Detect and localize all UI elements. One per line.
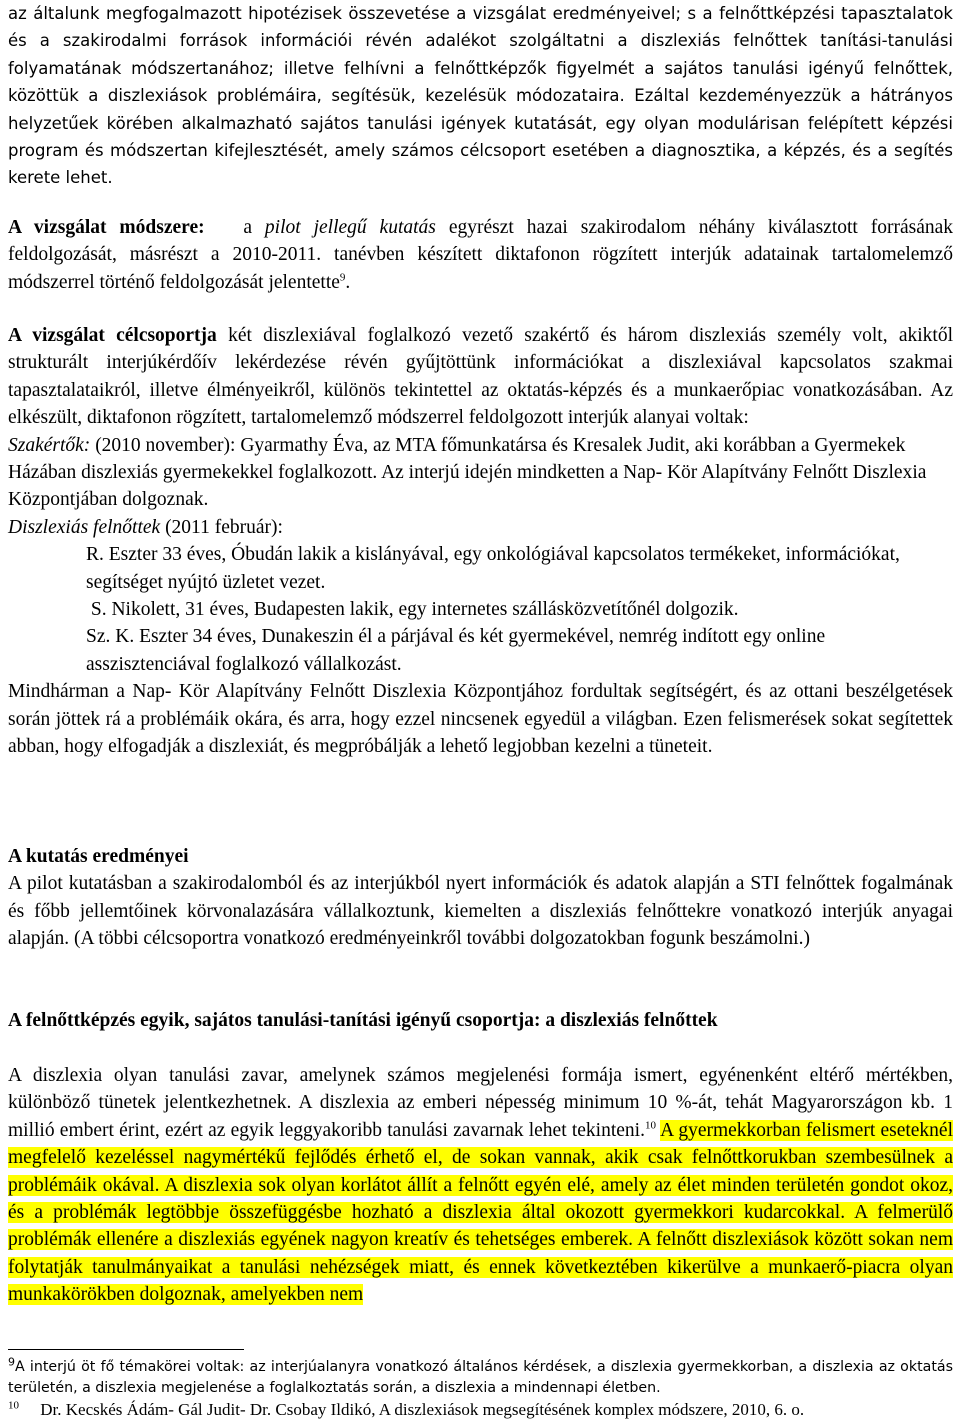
footnote-number: 10 bbox=[8, 1399, 19, 1412]
highlighted-text: A gyermekkorban felismert eseteknél megfelelő kezeléssel nagymértékű fejlődés érhető el, de sokan vannak, akik csak felnőttkorukban szembesülnek a problémáik okával. A diszlexia sok olyan korlátot állít a felnőtt egyén elé, amely az élet minden területén gondot okoz, és a problémák legtöbbje összefüggésbe hozható a diszlexia által okozott gyermekkori kudarcokkal. A felmerülő problémák ellenére a diszlexiás egyének nagyon kreatív és tehetséges emberek. A felnőtt diszlexiások között sokan nem folytatják tanulmányaikat a tanulási nehézségek miatt, és ennek következtében kikerülve a munkaerő-piacra olyan munkakörökben dolgoznak, amelyekben nem bbox=[8, 1119, 953, 1306]
list-item bbox=[8, 541, 953, 596]
intro-text-a: az általunk megfogalmazott hipotézisek összevetése a vizsgálat eredményeivel; s a felnőttképzési tapasztalatok és a szakirodalmi források információi révén adalékot szolgáltatni a diszlexiás felnőttek tanítási-tanulási folyamatának módszertanához; illetve felhívni a felnőttképzők figyelmét a sajátos tanulási igényű felnőttek, közöttük a diszlexiások problémáira, segítésük, kezelésük módozataira. bbox=[8, 4, 953, 106]
experts-text: (2010 november): Gyarmathy Éva, az MTA főmunkatársa és Kresalek Judit, aki korábban a Gyermekek Házában diszlexiás gyermekekkel foglalkozott. Az interjú idején mindketten a Nap- Kör Alapítvány Felnőtt Diszlexia Központjában dolgoznak. bbox=[8, 434, 927, 511]
list-item bbox=[8, 623, 953, 678]
experts-paragraph bbox=[8, 432, 953, 514]
section-heading: A felnőttképzés egyik, sajátos tanulási-tanítási igényű csoportja: a diszlexiás felnőttek bbox=[8, 1010, 718, 1031]
footnote-10 bbox=[8, 1399, 953, 1420]
method-text: egyrészt hazai szakirodalom néhány kiválasztott forrásának feldolgozását, másrészt a 2010-2011. tanévben készített diktafonon rögzített interjúk adatainak tartalomelemző módszerrel történő feldolgozását jelentette bbox=[8, 217, 954, 293]
footnote-ref-10[interactable]: 10 bbox=[644, 1119, 656, 1132]
footnote-number: 9 bbox=[8, 1355, 15, 1369]
target-text: két diszlexiával foglalkozó vezető szakértő és három diszlexiás személy volt, akiktől strukturált interjúkérdőív lekérdezése révén gyűjtöttünk információkat a diszlexiával kapcsolatos szakmai tapasztalataikról, illetve élményeikről, különös tekintettel az oktatás-képzés és a munkaerőpiac vonatkozásában. Az elkészült, diktafonon rögzített, tartalomelemző módszerrel feldolgozott interjúk alanyai voltak: bbox=[8, 325, 954, 429]
results-text: A pilot kutatásban a szakirodalomból és az interjúkból nyert információk és adatok alapján a STI felnőttek fogalmának és főbb jellemtőinek körvonalazására vállalkoztunk, kiemelten a diszlexiás felnőttekre vonatkozó interjúk anyagai alapján. (A többi célcsoportra vonatkozó eredményeinkről további dolgozatokban fogunk beszámolni.) bbox=[8, 873, 953, 950]
target-paragraph bbox=[8, 322, 953, 761]
footnotes bbox=[8, 1357, 953, 1420]
intro-text-b: Ezáltal kezdeményezzük a hátrányos helyzetűek körében alkalmazható sajátos tanulási igények kutatását, egy olyan modulárisan felépített képzési program és módszertan kifejlesztését, amely számos célcsoport esetében a diagnosztika, a képzés, és a segítés kerete lehet. bbox=[8, 86, 953, 188]
list-item-text: Sz. K. Eszter 34 éves, Dunakeszin él a párjával és két gyermekével, nemrég indított egy online asszisztenciával foglalkozó vállalkozást. bbox=[86, 626, 826, 675]
target-label: A vizsgálat célcsoportja bbox=[8, 325, 217, 346]
footnote-divider bbox=[8, 1349, 244, 1350]
summary-paragraph: Mindhárman a Nap- Kör Alapítvány Felnőtt Diszlexia Központjához fordultak segítségért, és az ottani beszélgetések során jöttek rá a problémáik okára, és arra, hogy ezzel nincsenek egyedül a világban. Ezen felismerések sokat segítettek abban, hogy elfogadják a diszlexiát, és megpróbálják a lehető legjobban kezelni a tüneteit. bbox=[8, 681, 953, 758]
list-item-text: S. Nikolett, 31 éves, Budapesten lakik, egy internetes szállásközvetítőnél dolgozik. bbox=[86, 599, 739, 621]
adults-heading bbox=[8, 514, 953, 541]
adults-list bbox=[8, 541, 953, 678]
method-pre: a bbox=[243, 217, 252, 238]
method-italic: pilot jellegű kutatás bbox=[264, 217, 436, 238]
method-label: A vizsgálat módszere: bbox=[8, 217, 205, 238]
list-item-text: R. Eszter 33 éves, Óbudán lakik a kislányával, egy onkológiával kapcsolatos termékeket, információkat, segítséget nyújtó üzletet vezet. bbox=[86, 544, 900, 593]
section-heading-block bbox=[8, 1007, 953, 1034]
footnote-text: Dr. Kecskés Ádám- Gál Judit- Dr. Csobay Ildikó, A diszlexiások megsegítésének komplex módszere, 2010, 6. o. bbox=[40, 1400, 805, 1419]
footnote-text: A interjú öt fő témakörei voltak: az interjúalanyra vonatkozó általános kérdések, a diszlexia gyermekkorban, a diszlexia az oktatás területén, a diszlexia megjelenése a foglalkoztatás során, a diszlexia a mindennapi életben. bbox=[8, 1359, 953, 1396]
dyslexia-paragraph bbox=[8, 1062, 953, 1309]
results-heading: A kutatás eredményei bbox=[8, 846, 189, 867]
footnote-ref-9[interactable]: 9 bbox=[339, 271, 346, 284]
adults-date: (2011 február): bbox=[165, 516, 283, 538]
footnote-9 bbox=[8, 1357, 953, 1399]
intro-paragraph bbox=[8, 0, 953, 192]
list-item bbox=[8, 596, 953, 623]
results-section bbox=[8, 843, 953, 953]
experts-label: Szakértők: bbox=[8, 434, 91, 456]
method-paragraph: A vizsgálat módszere: a pilot jellegű kutatás egyrészt hazai szakirodalom néhány kiválasztott forrásának feldolgozását, másrészt a 2010-2011. tanévben készített diktafonon rögzített interjúk adatainak tartalomelemző módszerrel történő feldolgozását jelentette$^9$. bbox=[8, 217, 954, 293]
dyslexia-text: A diszlexia olyan tanulási zavar, amelynek számos megjelenési formája ismert, egyénenként eltérő mértékben, különböző tünetek jelentkezhetnek. A diszlexia az emberi népesség minimum 10 %-át, tehát Magyarországon kb. 1 millió embert érint, ezért az egyik leggyakoribb tanulási zavarnak lehet tekinteni. bbox=[8, 1065, 953, 1141]
adults-label: Diszlexiás felnőttek bbox=[8, 516, 161, 538]
